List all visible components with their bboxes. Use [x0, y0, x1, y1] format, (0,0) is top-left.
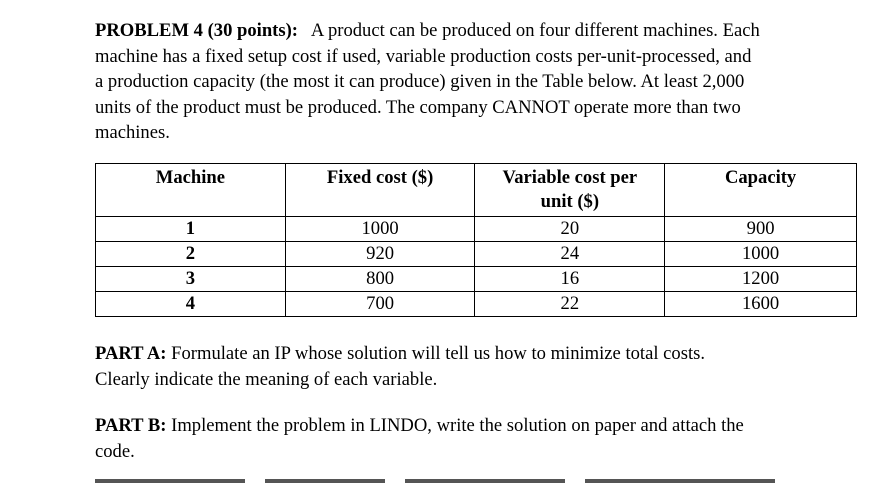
- table-row: [96, 242, 857, 267]
- cell-fixed-cost: 1000: [285, 217, 475, 242]
- cell-machine: 3: [96, 267, 286, 292]
- header-capacity: Capacity: [665, 164, 857, 217]
- problem-line-1: [95, 18, 870, 44]
- cell-fixed-cost: 700: [285, 292, 475, 317]
- part-b: [95, 413, 870, 464]
- cell-machine: 1: [96, 217, 286, 242]
- cell-fixed-cost: 920: [285, 242, 475, 267]
- cell-variable-cost: 16: [475, 267, 665, 292]
- table-row: [96, 217, 857, 242]
- problem-line-3: a production capacity (the most it can produce) given in the Table below. At least 2,000: [95, 71, 745, 93]
- part-b-label: PART B:: [95, 415, 167, 436]
- problem-line-2: machine has a fixed setup cost if used, variable production costs per-unit-processed, and: [95, 45, 752, 67]
- problem-text-1: A product can be produced on four different machines. Each: [310, 20, 760, 41]
- part-b-text-1: Implement the problem in LINDO, write the solution on paper and attach the: [171, 415, 744, 436]
- cell-capacity: 1000: [665, 242, 857, 267]
- problem-heading: PROBLEM 4 (30 points):: [95, 20, 298, 41]
- cell-machine: 2: [96, 242, 286, 267]
- part-a-line-2: Clearly indicate the meaning of each variable.: [95, 368, 438, 390]
- part-a-line-1: [95, 341, 870, 367]
- table-row: [96, 292, 857, 317]
- part-a-label: PART A:: [95, 343, 167, 364]
- cell-capacity: 1200: [665, 267, 857, 292]
- table-header-row: [96, 164, 857, 217]
- cell-variable-cost: 20: [475, 217, 665, 242]
- cell-variable-cost: 24: [475, 242, 665, 267]
- problem-line-4: units of the product must be produced. The company CANNOT operate more than two: [95, 96, 741, 118]
- cutoff-next-line: [95, 479, 795, 489]
- cell-variable-cost: 22: [475, 292, 665, 317]
- header-variable-cost-line2: unit ($): [540, 191, 600, 212]
- cell-capacity: 1600: [665, 292, 857, 317]
- part-a-text-1: Formulate an IP whose solution will tell us how to minimize total costs.: [171, 343, 705, 364]
- part-b-line-1: [95, 413, 870, 439]
- cell-fixed-cost: 800: [285, 267, 475, 292]
- cell-capacity: 900: [665, 217, 857, 242]
- part-a: [95, 341, 870, 392]
- header-machine: Machine: [96, 164, 286, 217]
- problem-line-5: machines.: [95, 122, 170, 144]
- header-variable-cost: [475, 164, 665, 217]
- problem-statement: [95, 18, 870, 146]
- part-b-line-2: code.: [95, 440, 135, 462]
- table-row: [96, 267, 857, 292]
- header-fixed-cost: Fixed cost ($): [285, 164, 475, 217]
- machine-table: [95, 163, 857, 317]
- header-variable-cost-line1: Variable cost per: [502, 167, 638, 188]
- cell-machine: 4: [96, 292, 286, 317]
